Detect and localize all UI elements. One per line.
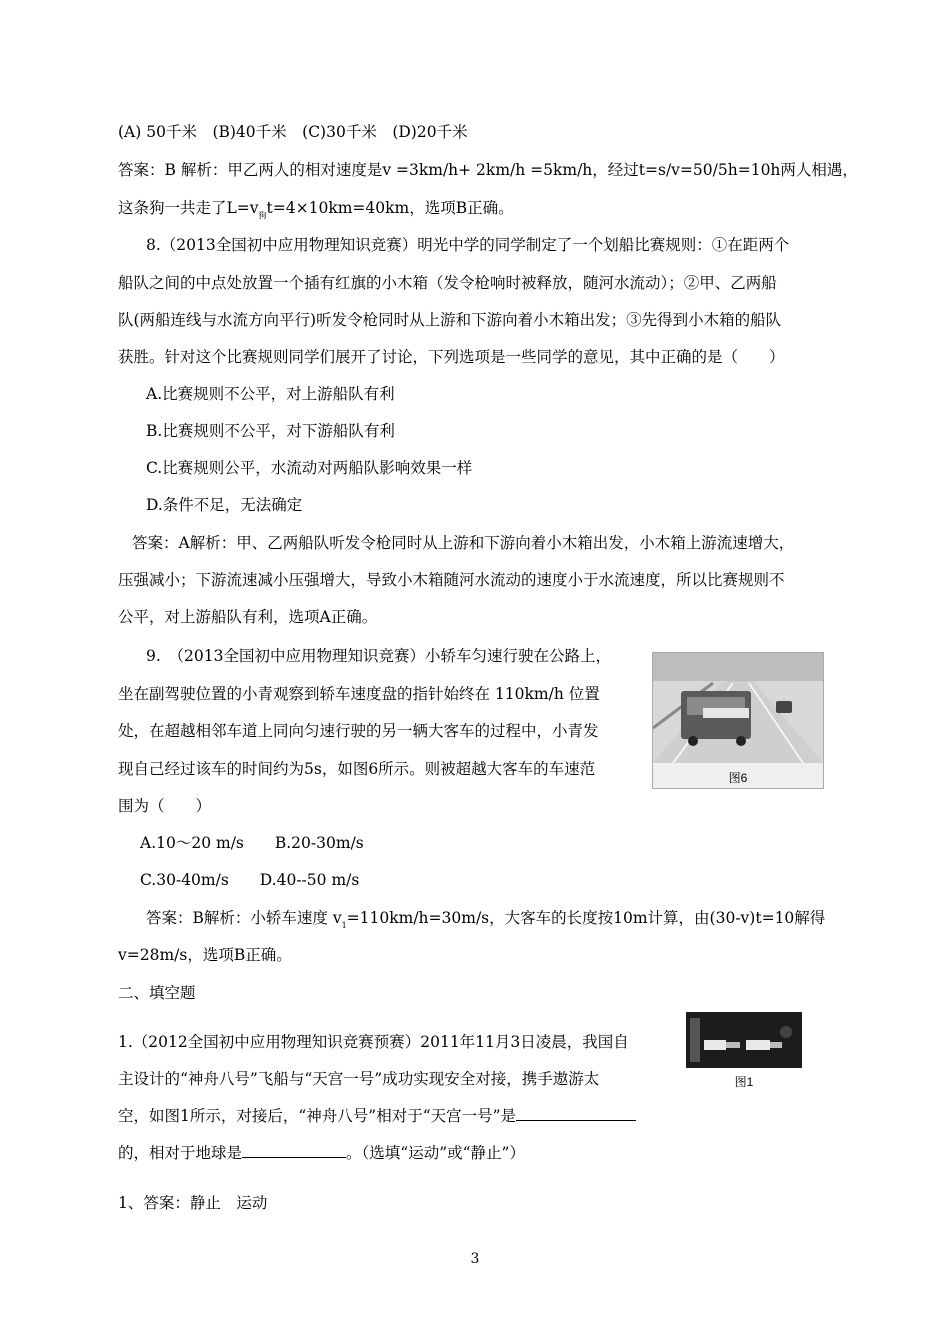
q8-answer3: 公平，对上游船队有利，选项A正确。 [118,608,378,626]
q9-options-row1: A.10～20 m/s B.20-30m/s [140,834,364,852]
prev-answer-line1: 答案：B 解析：甲乙两人的相对速度是v =3km/h+ 2km/h =5km/h，经过t=s/v=50/5h=10h两人相遇， [118,161,858,179]
q9-line5: 围为（ ） [118,797,212,815]
q8-option-b: B.比赛规则不公平，对下游船队有利 [146,422,395,440]
section-title: 二、填空题 [118,984,196,1002]
fill1-line3 [118,1106,636,1126]
page-number: 3 [470,1251,480,1267]
q8-line2: 船队之间的中点处放置一个插有红旗的小木箱（发令枪响时被释放，随河水流动）；②甲、乙两船 [118,274,777,292]
docking-image [686,1012,802,1092]
q9-answer1-b: =110km/h=30m/s，大客车的长度按10m计算，由(30-v)t=10解得 [346,909,826,927]
q8-option-d: D.条件不足，无法确定 [146,496,303,514]
fill1-answer: 1、答案：静止 运动 [118,1194,268,1212]
q8-line1: 8.（2013全国初中应用物理知识竞赛）明光中学的同学制定了一个划船比赛规则：①在距两个 [146,236,790,254]
q8-line4: 获胜。针对这个比赛规则同学们展开了讨论，下列选项是一些同学的意见，其中正确的是（ ） [118,348,785,366]
fill1-line3-a: 空，如图1所示，对接后，“神舟八号”相对于“天宫一号”是 [118,1107,517,1125]
figure-6-caption: 图6 [728,771,748,785]
fill-blank-1[interactable] [516,1106,636,1121]
q9-line2: 坐在副驾驶位置的小青观察到轿车速度盘的指针始终在 110km/h 位置 [118,685,600,703]
figure-1-caption: 图1 [734,1075,754,1089]
fill-blank-2[interactable] [242,1143,346,1158]
q8-option-a: A.比赛规则不公平，对上游船队有利 [146,385,395,403]
figure-1-docking-photo [686,1012,802,1092]
fill1-line4 [118,1143,525,1163]
prev-answer-line2-b: t=4×10km=40km，选项B正确。 [266,199,514,217]
fill1-line1: 1.（2012全国初中应用物理知识竞赛预赛）2011年11月3日凌晨，我国自 [118,1033,629,1051]
q9-answer1 [146,908,825,931]
figure-6-bus-photo [652,652,824,789]
q8-answer1: 答案：A解析：甲、乙两船队听发令枪同时从上游和下游向着小木箱出发，小木箱上游流速增大， [132,534,795,552]
q8-option-c: C.比赛规则公平，水流动对两船队影响效果一样 [146,459,473,477]
q8-line3: 队(两船连线与水流方向平行)听发令枪同时从上游和下游向着小木箱出发；③先得到小木箱的船队 [118,311,782,329]
fill1-line4-b: 。（选填“运动”或“静止”） [346,1144,525,1162]
q9-line3: 处，在超越相邻车道上同向匀速行驶的另一辆大客车的过程中，小青发 [118,722,599,740]
q9-line1: 9. （2013全国初中应用物理知识竞赛）小轿车匀速行驶在公路上， [146,647,611,665]
prev-answer-line2 [118,198,514,221]
q9-options-row2: C.30-40m/s D.40--50 m/s [140,871,360,889]
q9-line4: 现自己经过该车的时间约为5s，如图6所示。则被超越大客车的车速范 [118,760,596,778]
prev-answer-line2-a: 这条狗一共走了L=v [118,199,259,217]
prev-answer-line2-sub: 狗 [258,211,267,220]
q9-answer1-a: 答案：B解析：小轿车速度 v [146,909,342,927]
fill1-line2: 主设计的“神舟八号”飞船与“天宫一号”成功实现安全对接，携手遨游太 [118,1070,600,1088]
q8-answer2: 压强减小；下游流速减小压强增大，导致小木箱随河水流动的速度小于水流速度，所以比赛规则不 [118,571,785,589]
q9-answer2: v=28m/s，选项B正确。 [118,946,292,964]
prev-options: (A) 50千米 (B)40千米 (C)30千米 (D)20千米 [118,123,468,141]
bus-highway-image [653,653,823,788]
fill1-line4-a: 的，相对于地球是 [118,1144,243,1162]
q9-answer1-sub: 1 [341,921,347,930]
